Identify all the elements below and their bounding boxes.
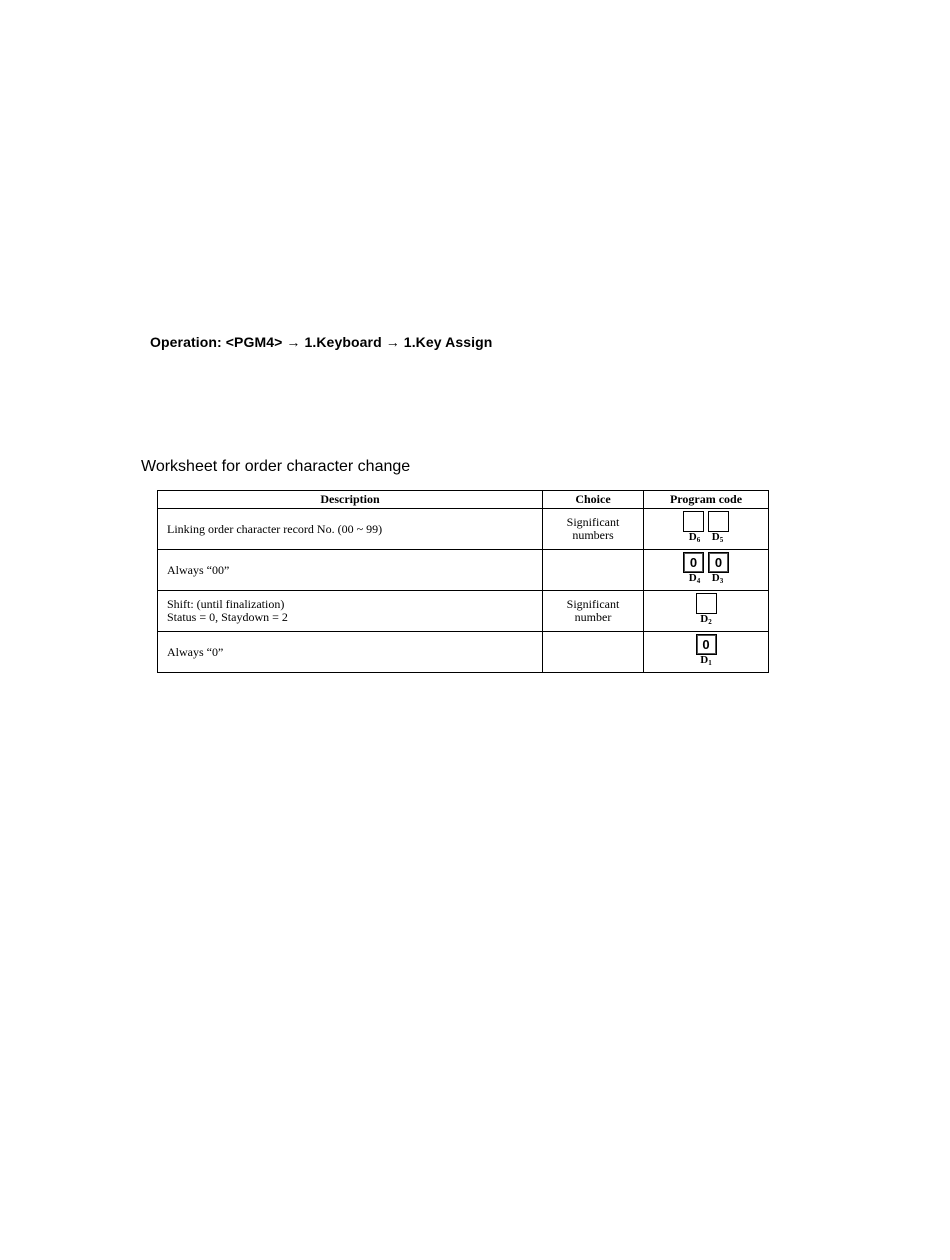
digit-labels: [644, 614, 768, 628]
row-choice: [543, 509, 644, 550]
choice-line: number: [574, 610, 612, 624]
description-line: Always “00”: [167, 562, 230, 577]
digit-label-index: 3: [719, 577, 724, 585]
header-description: Description: [158, 491, 543, 509]
row-description: [158, 509, 543, 550]
digit-labels: [644, 573, 768, 587]
table-row: [158, 550, 769, 591]
row-program-code: [644, 632, 769, 673]
row-program-code: [644, 509, 769, 550]
description-line: Shift: (until finalization): [167, 597, 285, 611]
row-description: [158, 591, 543, 632]
digit-boxes: [644, 634, 768, 655]
row-program-code: [644, 591, 769, 632]
row-choice: [543, 632, 644, 673]
digit-labels: [644, 655, 768, 669]
digit-label-index: 1: [708, 659, 712, 667]
digit-boxes: [644, 511, 768, 532]
digit-label-index: 6: [696, 536, 701, 544]
worksheet-table: [157, 490, 769, 673]
row-choice: [543, 550, 644, 591]
choice-line: numbers: [572, 528, 614, 542]
row-description: [158, 632, 543, 673]
choice-line: Significant: [566, 597, 620, 611]
header-choice: Choice: [543, 491, 644, 509]
table-row: [158, 632, 769, 673]
row-description: [158, 550, 543, 591]
digit-label: [685, 532, 704, 546]
header-program-code: Program code: [644, 491, 769, 509]
worksheet-body: [158, 509, 769, 673]
choice-line: Significant: [566, 515, 620, 529]
description-line: Always “0”: [167, 644, 224, 659]
digit-label-base: D: [711, 531, 720, 543]
table-row: [158, 509, 769, 550]
row-program-code: [644, 550, 769, 591]
digit-label-index: 2: [708, 618, 712, 626]
digit-label: [697, 614, 716, 628]
digit-box: 0: [708, 552, 729, 573]
digit-label: [708, 532, 727, 546]
digit-label-base: D: [700, 613, 709, 625]
digit-label-base: D: [711, 572, 720, 584]
operation-path: Operation: <PGM4> → 1.Keyboard → 1.Key Assign: [150, 334, 493, 350]
digit-labels: [644, 532, 768, 546]
digit-box: 0: [696, 634, 717, 655]
digit-box: [696, 593, 717, 614]
digit-label-base: D: [700, 654, 709, 666]
digit-boxes: [644, 593, 768, 614]
description-line: Linking order character record No. (00 ~ 99): [167, 521, 383, 536]
digit-box: [683, 511, 704, 532]
table-row: [158, 591, 769, 632]
digit-label-base: D: [688, 572, 697, 584]
description-line: Status = 0, Staydown = 2: [167, 610, 288, 624]
digit-box: 0: [683, 552, 704, 573]
digit-label: [685, 573, 704, 587]
digit-label-base: D: [688, 531, 697, 543]
digit-boxes: [644, 552, 768, 573]
digit-label-index: 4: [696, 577, 701, 585]
digit-label: [708, 573, 727, 587]
row-choice: [543, 591, 644, 632]
digit-box: [708, 511, 729, 532]
digit-label: [697, 655, 716, 669]
worksheet-title: Worksheet for order character change: [141, 458, 411, 475]
digit-label-index: 5: [719, 536, 724, 544]
